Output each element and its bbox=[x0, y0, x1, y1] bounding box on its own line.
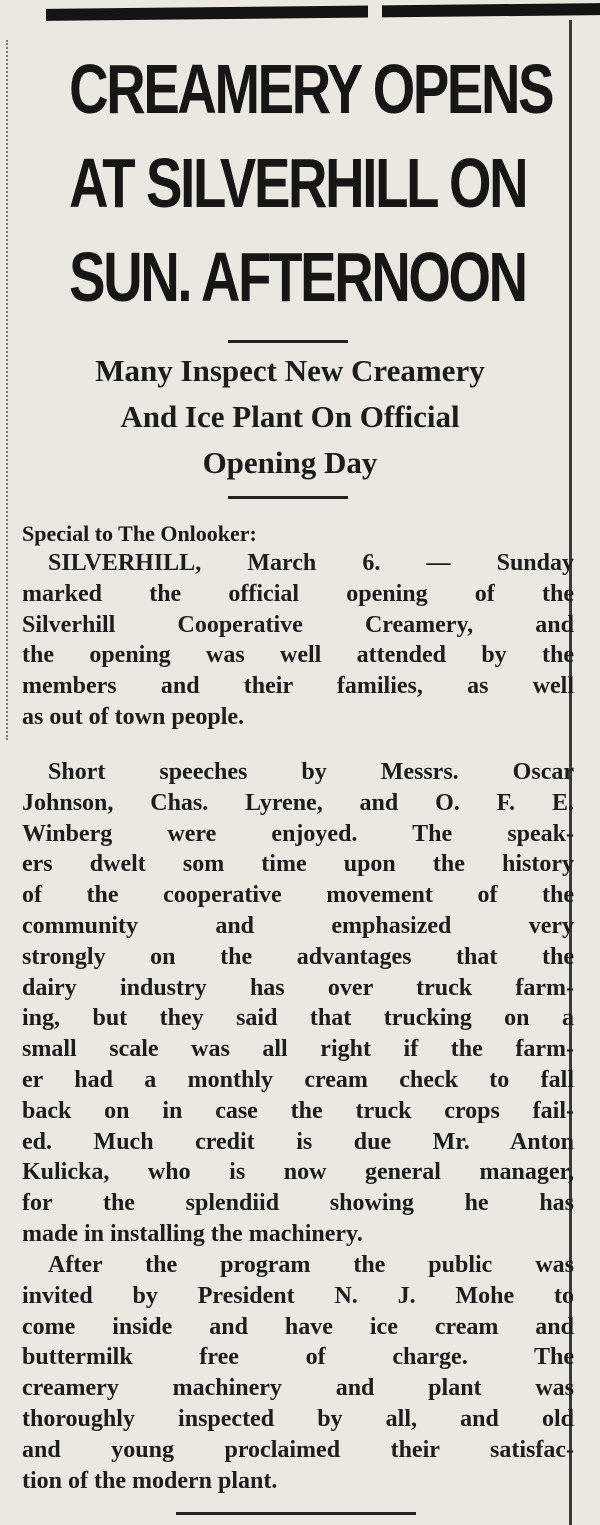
paragraph-line: Johnson, Chas. Lyrene, and O. F. E. bbox=[22, 789, 574, 816]
paragraph-line: buttermilk free of charge. The bbox=[22, 1344, 574, 1371]
paragraph-line: marked the official opening of the bbox=[22, 580, 574, 607]
top-rule bbox=[46, 3, 600, 21]
paragraph-line: and young proclaimed their satisfac- bbox=[22, 1436, 574, 1463]
paragraph-line: Winberg were enjoyed. The speak- bbox=[22, 820, 574, 847]
headline-divider bbox=[228, 340, 348, 343]
paragraph-line: After the program the public was bbox=[48, 1252, 574, 1278]
paragraph-line: Kulicka, who is now general manager, bbox=[22, 1159, 574, 1186]
headline-line: SUN. AFTERNOON bbox=[69, 238, 526, 316]
subheadline-line: Many Inspect New Creamery bbox=[95, 353, 485, 388]
paragraph-line: invited by President N. J. Mohe to bbox=[22, 1282, 574, 1309]
paragraph-line: come inside and have ice cream and bbox=[22, 1313, 574, 1340]
paragraph-line: er had a monthly cream check to fall bbox=[22, 1066, 574, 1093]
paragraph-line: strongly on the advantages that the bbox=[22, 943, 574, 970]
byline: Special to The Onlooker: bbox=[22, 521, 257, 546]
paragraph-line: small scale was all right if the farm- bbox=[22, 1036, 574, 1063]
subheadline-line: And Ice Plant On Official bbox=[120, 399, 460, 434]
left-border-dots bbox=[6, 40, 10, 740]
subheadline-line: Opening Day bbox=[202, 445, 378, 480]
end-rule bbox=[176, 1512, 416, 1515]
headline-line: CREAMERY OPENS bbox=[69, 50, 553, 128]
paragraph-line: dairy industry has over truck farm- bbox=[22, 974, 574, 1001]
paragraph-line: as out of town people. bbox=[22, 703, 245, 730]
headline bbox=[69, 42, 553, 324]
paragraph-line: back on in case the truck crops fail- bbox=[22, 1097, 574, 1124]
paragraph-line: made in installing the machinery. bbox=[22, 1220, 363, 1247]
paragraph-line: Short speeches by Messrs. Oscar bbox=[48, 759, 574, 785]
paragraph-line: community and emphasized very bbox=[22, 912, 574, 939]
paragraph-line: Silverhill Cooperative Creamery, and bbox=[22, 611, 574, 638]
paragraph-line: for the splendiid showing he has bbox=[22, 1190, 574, 1217]
paragraph-line: thoroughly inspected by all, and old bbox=[22, 1405, 574, 1432]
paragraph-line: of the cooperative movement of the bbox=[22, 882, 574, 909]
paragraph-1 bbox=[22, 548, 574, 733]
paragraph-line: members and their families, as well bbox=[22, 673, 574, 700]
paragraph-3 bbox=[22, 1250, 574, 1496]
paragraph-line: ing, but they said that trucking on a bbox=[22, 1005, 574, 1032]
paragraph-line: ed. Much credit is due Mr. Anton bbox=[22, 1128, 574, 1155]
top-rule-break bbox=[368, 0, 382, 22]
deck-divider bbox=[228, 496, 348, 499]
paragraph-2 bbox=[22, 757, 574, 1250]
headline-line: AT SILVERHILL ON bbox=[69, 144, 527, 222]
paragraph-line: SILVERHILL, March 6. — Sunday bbox=[48, 550, 574, 576]
paragraph-line: tion of the modern plant. bbox=[22, 1467, 278, 1494]
paragraph-line: creamery machinery and plant was bbox=[22, 1375, 574, 1402]
paragraph-line: the opening was well attended by the bbox=[22, 642, 574, 669]
subheadline bbox=[14, 348, 566, 486]
paragraph-line: ers dwelt som time upon the history bbox=[22, 851, 574, 878]
